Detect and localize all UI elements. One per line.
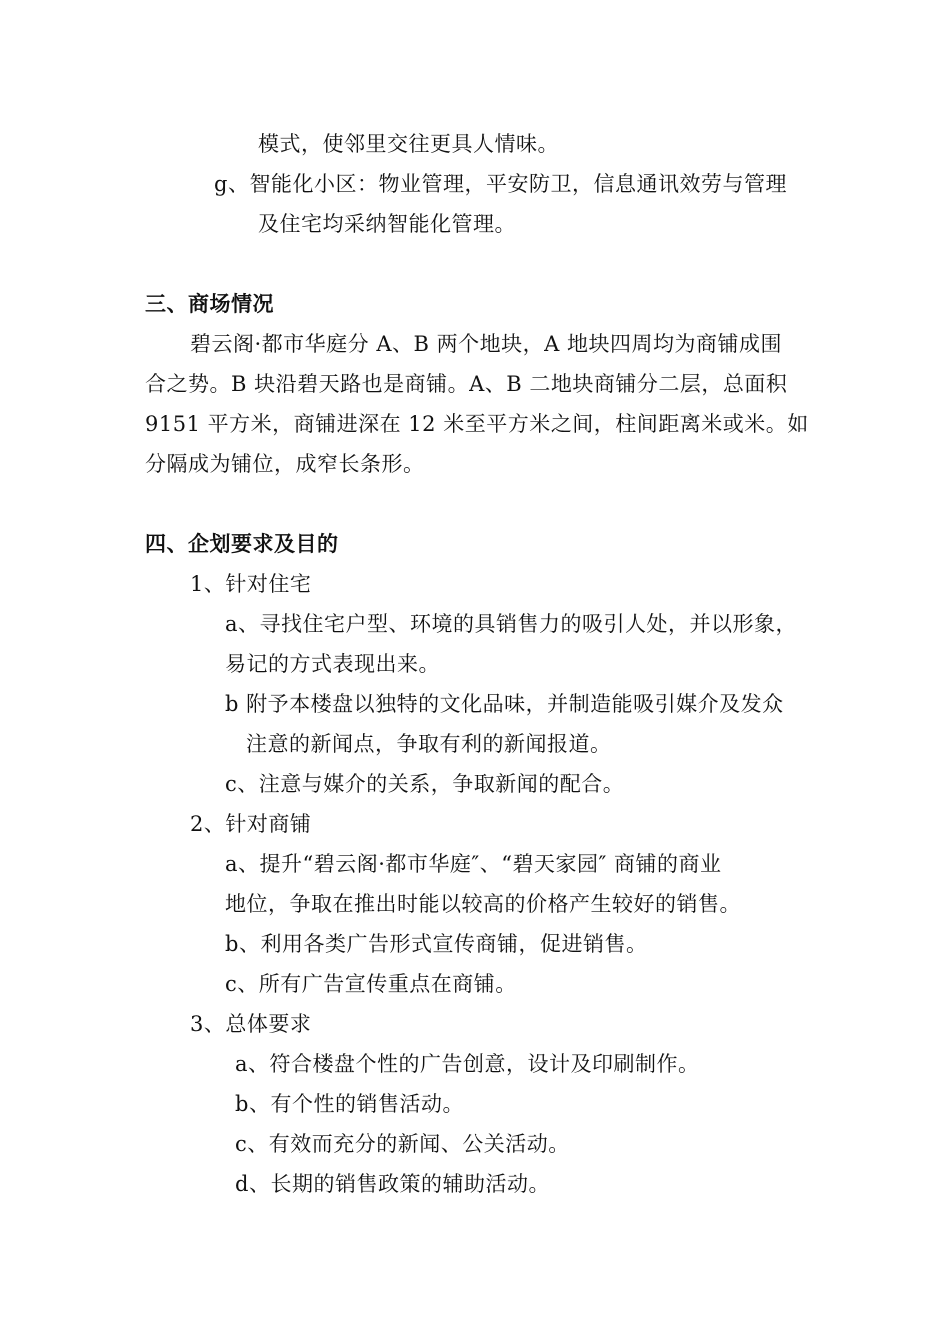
list-item: b、有个性的销售活动。 <box>235 1092 464 1116</box>
subsection-title-shops: 2、针对商铺 <box>190 812 312 836</box>
list-item: a、寻找住宅户型、环境的具销售力的吸引人处，并以形象， <box>225 612 798 636</box>
paragraph-line: 碧云阁·都市华庭分 A、B 两个地块，A 地块四周均为商铺成围 <box>190 332 782 356</box>
subsection-title-overall: 3、总体要求 <box>190 1012 312 1036</box>
list-item: b、利用各类广告形式宣传商铺，促进销售。 <box>225 932 648 956</box>
list-item: c、所有广告宣传重点在商铺。 <box>225 972 517 996</box>
list-item: a、符合楼盘个性的广告创意，设计及印刷制作。 <box>235 1052 700 1076</box>
list-item: b 附予本楼盘以独特的文化品味，并制造能吸引媒介及发众 <box>225 692 784 716</box>
list-item: c、有效而充分的新闻、公关活动。 <box>235 1132 570 1156</box>
list-item-g: g、智能化小区：物业管理，平安防卫，信息通讯效劳与管理 <box>214 172 787 196</box>
list-item-g-continuation: 及住宅均采纳智能化管理。 <box>258 212 516 236</box>
list-item-continuation: 地位，争取在推出时能以较高的价格产生较好的销售。 <box>225 892 741 916</box>
paragraph-line: 分隔成为铺位，成窄长条形。 <box>145 452 425 476</box>
list-item: d、长期的销售政策的辅助活动。 <box>235 1172 550 1196</box>
section-heading-planning: 四、企划要求及目的 <box>145 532 339 556</box>
paragraph-line: 合之势。B 块沿碧天路也是商铺。A、B 二地块商铺分二层，总面积 <box>145 372 788 396</box>
subsection-title-residential: 1、针对住宅 <box>190 572 312 596</box>
list-item-continuation: 易记的方式表现出来。 <box>225 652 440 676</box>
paragraph-line: 9151 平方米，商铺进深在 12 米至平方米之间，柱间距离米或米。如 <box>145 412 809 436</box>
list-item: c、注意与媒介的关系，争取新闻的配合。 <box>225 772 625 796</box>
list-item-continuation: 注意的新闻点，争取有利的新闻报道。 <box>246 732 612 756</box>
list-item: a、提升“碧云阁·都市华庭″、“碧天家园″ 商铺的商业 <box>225 852 722 876</box>
list-item-f-continuation: 模式，使邻里交往更具人情味。 <box>258 132 559 156</box>
section-heading-market: 三、商场情况 <box>145 292 274 316</box>
